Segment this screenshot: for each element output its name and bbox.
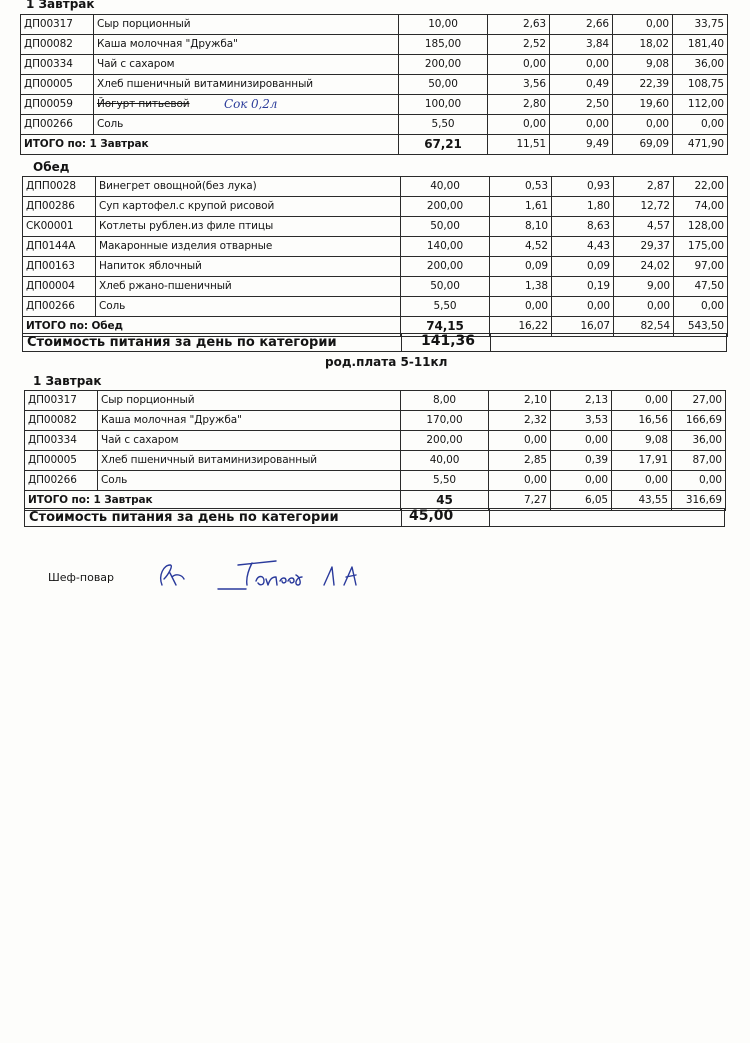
fats-value: 2,50: [550, 95, 613, 115]
table-row: [21, 15, 728, 35]
energy-value: 108,75: [673, 75, 728, 95]
energy-value: 97,00: [674, 257, 728, 277]
total-row: [21, 135, 728, 155]
total-fats: 9,49: [550, 135, 613, 155]
energy-value: 27,00: [672, 391, 726, 411]
energy-value: 175,00: [674, 237, 728, 257]
proteins-value: 2,32: [489, 411, 551, 431]
fats-value: 0,00: [550, 55, 613, 75]
dish-name: Котлеты рублен.из филе птицы: [96, 217, 401, 237]
carbs-value: 16,56: [612, 411, 672, 431]
total-energy: 316,69: [672, 491, 726, 511]
dish-name: Хлеб пшеничный витаминизированный: [94, 75, 399, 95]
carbs-value: 0,00: [612, 391, 672, 411]
proteins-value: 3,56: [488, 75, 550, 95]
chef-signature: [148, 553, 388, 595]
table-row: [25, 411, 726, 431]
fats-value: 0,00: [552, 297, 614, 317]
carbs-value: 9,08: [613, 55, 673, 75]
total-proteins: 11,51: [488, 135, 550, 155]
dish-quantity: 50,00: [401, 277, 490, 297]
proteins-value: 1,61: [490, 197, 552, 217]
table-row: [21, 75, 728, 95]
dish-code: СК00001: [23, 217, 96, 237]
dish-quantity: 5,50: [399, 115, 488, 135]
dish-code: ДП0144А: [23, 237, 96, 257]
energy-value: 0,00: [672, 471, 726, 491]
dish-code: ДП00082: [21, 35, 94, 55]
dish-name: Чай с сахаром: [98, 431, 401, 451]
dish-name: Чай с сахаром: [94, 55, 399, 75]
daily-cost-label: Стоимость питания за день по категории: [27, 335, 337, 350]
fats-value: 0,00: [551, 471, 612, 491]
proteins-value: 1,38: [490, 277, 552, 297]
energy-value: 0,00: [674, 297, 728, 317]
dish-quantity: 170,00: [401, 411, 489, 431]
table-row: [23, 237, 728, 257]
category-caption: род.плата 5-11кл: [325, 355, 448, 369]
carbs-value: 0,00: [614, 297, 674, 317]
dish-name: Суп картофел.с крупой рисовой: [96, 197, 401, 217]
dish-name: Соль: [96, 297, 401, 317]
carbs-value: 0,00: [613, 115, 673, 135]
energy-value: 166,69: [672, 411, 726, 431]
energy-value: 87,00: [672, 451, 726, 471]
fats-value: 3,53: [551, 411, 612, 431]
dish-name: Соль: [98, 471, 401, 491]
total-fats: 6,05: [551, 491, 612, 511]
proteins-value: 2,85: [489, 451, 551, 471]
dish-quantity: 8,00: [401, 391, 489, 411]
dish-quantity: 200,00: [401, 257, 490, 277]
table-row: [21, 55, 728, 75]
carbs-value: 29,37: [614, 237, 674, 257]
dish-code: ДП00334: [21, 55, 94, 75]
carbs-value: 2,87: [614, 177, 674, 197]
handwritten-note: Сок 0,2л: [224, 97, 278, 111]
dish-name: Каша молочная "Дружба": [98, 411, 401, 431]
lunch-table: [22, 176, 728, 337]
dish-quantity: 185,00: [399, 35, 488, 55]
fats-value: 0,09: [552, 257, 614, 277]
total-label: ИТОГО по: Обед: [23, 317, 401, 337]
total-quantity: 74,15: [401, 317, 490, 337]
dish-quantity: 200,00: [401, 431, 489, 451]
proteins-value: 2,10: [489, 391, 551, 411]
proteins-value: 0,00: [488, 115, 550, 135]
dish-name: Каша молочная "Дружба": [94, 35, 399, 55]
breakfast-rows: [21, 15, 728, 155]
dish-quantity: 140,00: [401, 237, 490, 257]
proteins-value: 0,00: [489, 431, 551, 451]
energy-value: 36,00: [672, 431, 726, 451]
proteins-value: 0,00: [488, 55, 550, 75]
fats-value: 1,80: [552, 197, 614, 217]
dish-quantity: 50,00: [401, 217, 490, 237]
energy-value: 0,00: [673, 115, 728, 135]
energy-value: 112,00: [673, 95, 728, 115]
total-carbs: 69,09: [613, 135, 673, 155]
daily-cost-row: [22, 333, 727, 352]
energy-value: 47,50: [674, 277, 728, 297]
energy-value: 22,00: [674, 177, 728, 197]
table-row: [23, 197, 728, 217]
carbs-value: 17,91: [612, 451, 672, 471]
dish-code: ДП00266: [25, 471, 98, 491]
table-row: [23, 297, 728, 317]
dish-name: Макаронные изделия отварные: [96, 237, 401, 257]
fats-value: 2,66: [550, 15, 613, 35]
dish-name: Напиток яблочный: [96, 257, 401, 277]
dish-code: ДП00317: [21, 15, 94, 35]
fats-value: 8,63: [552, 217, 614, 237]
proteins-value: 2,80: [488, 95, 550, 115]
dish-name: Соль: [94, 115, 399, 135]
dish-code: ДП00317: [25, 391, 98, 411]
dish-quantity: 40,00: [401, 177, 490, 197]
proteins-value: 0,53: [490, 177, 552, 197]
dish-name: Сыр порционный: [98, 391, 401, 411]
daily-cost-value: 141,36: [421, 333, 476, 349]
dish-code: ДП00163: [23, 257, 96, 277]
section-heading-breakfast: 1 Завтрак: [26, 0, 95, 11]
carbs-value: 24,02: [614, 257, 674, 277]
proteins-value: 0,00: [490, 297, 552, 317]
carbs-value: 4,57: [614, 217, 674, 237]
total-fats: 16,07: [552, 317, 614, 337]
daily-cost-value-2: 45,00: [409, 508, 454, 524]
dish-quantity: 5,50: [401, 297, 490, 317]
proteins-value: 4,52: [490, 237, 552, 257]
table-row: [25, 431, 726, 451]
dish-name: Хлеб ржано-пшеничный: [96, 277, 401, 297]
dish-code: ДП00005: [25, 451, 98, 471]
proteins-value: 2,63: [488, 15, 550, 35]
carbs-value: 22,39: [613, 75, 673, 95]
table-row: [25, 471, 726, 491]
dish-quantity: 10,00: [399, 15, 488, 35]
table-row: [23, 257, 728, 277]
fats-value: 3,84: [550, 35, 613, 55]
dish-code: ДП00266: [21, 115, 94, 135]
total-quantity: 45: [401, 491, 489, 511]
energy-value: 36,00: [673, 55, 728, 75]
table-row: [23, 177, 728, 197]
breakfast-table: [20, 14, 728, 155]
dish-quantity: 200,00: [399, 55, 488, 75]
carbs-value: 9,00: [614, 277, 674, 297]
energy-value: 33,75: [673, 15, 728, 35]
dish-name: Йогурт питьевой Сок 0,2л: [94, 95, 399, 115]
lunch-rows: [23, 177, 728, 337]
breakfast-rows-2: [25, 391, 726, 511]
table-row: [21, 115, 728, 135]
dish-name: Сыр порционный: [94, 15, 399, 35]
daily-cost-row-2: [24, 508, 725, 527]
section-heading-breakfast-2: 1 Завтрак: [33, 374, 102, 388]
energy-value: 128,00: [674, 217, 728, 237]
proteins-value: 0,09: [490, 257, 552, 277]
breakfast-table-2: [24, 390, 726, 511]
total-proteins: 16,22: [490, 317, 552, 337]
dish-quantity: 40,00: [401, 451, 489, 471]
fats-value: 0,49: [550, 75, 613, 95]
table-row: [21, 95, 728, 115]
energy-value: 74,00: [674, 197, 728, 217]
carbs-value: 12,72: [614, 197, 674, 217]
total-energy: 543,50: [674, 317, 728, 337]
proteins-value: 8,10: [490, 217, 552, 237]
total-quantity: 67,21: [399, 135, 488, 155]
total-label: ИТОГО по: 1 Завтрак: [21, 135, 399, 155]
dish-code: ДП00334: [25, 431, 98, 451]
section-heading-lunch: Обед: [33, 160, 70, 174]
proteins-value: 0,00: [489, 471, 551, 491]
proteins-value: 2,52: [488, 35, 550, 55]
total-carbs: 43,55: [612, 491, 672, 511]
total-label: ИТОГО по: 1 Завтрак: [25, 491, 401, 511]
dish-code: ДП00286: [23, 197, 96, 217]
carbs-value: 19,60: [613, 95, 673, 115]
energy-value: 181,40: [673, 35, 728, 55]
fats-value: 0,39: [551, 451, 612, 471]
dish-quantity: 5,50: [401, 471, 489, 491]
table-row: [21, 35, 728, 55]
carbs-value: 9,08: [612, 431, 672, 451]
dish-code: ДП00266: [23, 297, 96, 317]
carbs-value: 0,00: [612, 471, 672, 491]
total-carbs: 82,54: [614, 317, 674, 337]
table-row: [25, 391, 726, 411]
dish-quantity: 200,00: [401, 197, 490, 217]
dish-code: ДПП0028: [23, 177, 96, 197]
table-row: [25, 451, 726, 471]
carbs-value: 0,00: [613, 15, 673, 35]
daily-cost-label-2: Стоимость питания за день по категории: [29, 510, 339, 525]
dish-code: ДП00082: [25, 411, 98, 431]
fats-value: 0,00: [550, 115, 613, 135]
total-energy: 471,90: [673, 135, 728, 155]
fats-value: 4,43: [552, 237, 614, 257]
dish-quantity: 50,00: [399, 75, 488, 95]
fats-value: 2,13: [551, 391, 612, 411]
dish-name: Винегрет овощной(без лука): [96, 177, 401, 197]
carbs-value: 18,02: [613, 35, 673, 55]
table-row: [23, 217, 728, 237]
dish-name: Хлеб пшеничный витаминизированный: [98, 451, 401, 471]
dish-quantity: 100,00: [399, 95, 488, 115]
fats-value: 0,93: [552, 177, 614, 197]
total-proteins: 7,27: [489, 491, 551, 511]
fats-value: 0,19: [552, 277, 614, 297]
dish-code: ДП00005: [21, 75, 94, 95]
fats-value: 0,00: [551, 431, 612, 451]
dish-code: ДП00059: [21, 95, 94, 115]
chef-label: Шеф-повар: [48, 571, 115, 584]
dish-code: ДП00004: [23, 277, 96, 297]
table-row: [23, 277, 728, 297]
